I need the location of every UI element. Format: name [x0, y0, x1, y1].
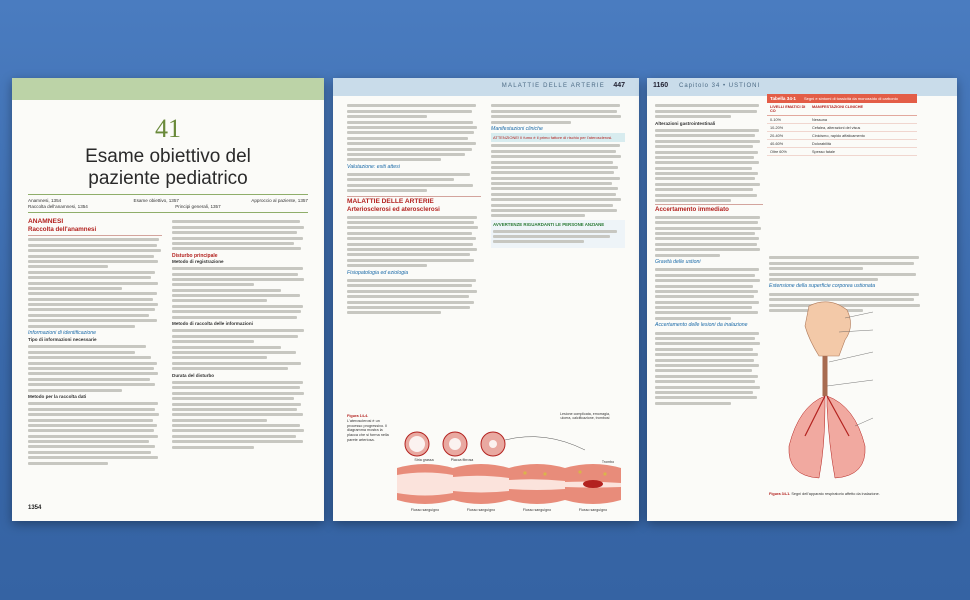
elderly-warning-box	[491, 220, 625, 248]
heading-valutazione: Valutazione: esiti attesi	[347, 163, 400, 170]
table-column-headers: LIVELLI EMATICI DI CO MANIFESTAZIONI CLINICHE	[767, 103, 917, 116]
text-block	[28, 238, 162, 268]
text-block	[28, 271, 162, 290]
heading-metodo-raccolta-dati: Metodo per la raccolta dati	[28, 393, 87, 399]
toc-divider-bottom	[28, 212, 308, 213]
heading-accertamento: Accertamento immediato	[655, 206, 729, 214]
book-page-arteries	[333, 78, 639, 521]
toc-divider-top	[28, 194, 308, 195]
numbered-list	[28, 345, 162, 391]
table-row: Oltre 60% Spesso fatale	[767, 148, 917, 156]
atherosclerosis-figure	[347, 408, 627, 518]
section-heading: MALATTIE DELLE ARTERIE	[347, 198, 434, 206]
numbered-list	[491, 144, 625, 217]
page-number: 1354	[28, 505, 42, 511]
bullet-list	[28, 292, 162, 327]
heading-alterazioni: Alterazioni gastrointestinali	[655, 120, 716, 126]
numbered-list	[347, 279, 481, 314]
label-flusso-4: Flusso sanguigno	[578, 508, 608, 512]
text-block	[172, 220, 308, 250]
attention-note: ATTENZIONE! Il fumo è il primo fattore di rischio per l'aterosclerosi.	[491, 133, 625, 142]
label-placca-fibrosa: Placca fibrosa	[450, 458, 474, 462]
heading-metodo-registrazione: Metodo di registrazione	[172, 258, 224, 264]
numbered-list	[655, 332, 763, 405]
table-title: Segni e sintomi di tossicità da monossido di carbonio	[804, 96, 898, 101]
figure-caption: Figura 34-1. Segni dell'apparato respiratorio affetto da inalazione.	[769, 492, 880, 496]
numbered-list	[172, 381, 308, 449]
chapter-title: Esame obiettivo del paziente pediatrico	[85, 146, 251, 189]
page2-right-column	[491, 102, 625, 248]
label-stria-grassa: Stria grassa	[414, 458, 434, 462]
label-flusso-2: Flusso sanguigno	[466, 508, 496, 512]
text-block	[655, 216, 763, 257]
running-header: MALATTIE DELLE ARTERIE	[501, 83, 605, 89]
numbered-list	[172, 267, 308, 319]
table-id: Tabella 34-1	[770, 96, 796, 101]
subsection-heading: Arteriosclerosi ed aterosclerosi	[347, 206, 440, 214]
chapter-toc: Anamnesi, 1354 Esame obiettivo, 1357 Approccio al paziente, 1357 Raccolta dell'anamnesi, 1354 Principi generali, 1357	[28, 198, 308, 209]
figure-caption: Figura 14-4. L'aterosclerosi è un processo progressivo. Il diagramma mostra la placca che si forma nella parete arteriosa.	[347, 414, 389, 442]
numbered-list	[347, 104, 481, 161]
elderly-warning-title: AVVERTENZE RIGUARDANTI LE PERSONE ANZIANE	[493, 221, 605, 227]
text-block	[347, 216, 481, 268]
numbered-list	[769, 256, 925, 281]
page1-right-column	[172, 218, 308, 451]
label-lesione-complicata: Lesione complicata, emorragia, ulcera, calcificazione, trombosi	[560, 412, 610, 421]
section-heading: ANAMNESI	[28, 218, 64, 225]
artery-cross-section	[405, 432, 505, 456]
bullet-list	[347, 173, 481, 192]
chapter-number: 41	[155, 114, 181, 143]
book-page-burns	[647, 78, 957, 521]
numbered-list	[172, 329, 308, 370]
table-header	[767, 94, 917, 103]
heading-lesioni-inalazione: Accertamento delle lesioni da inalazione	[655, 322, 748, 329]
text-block	[491, 104, 625, 123]
respiratory-diagram	[769, 296, 889, 486]
book-page-pediatric-exam	[12, 78, 324, 521]
heading-fisiopatologia: Fisiopatologia ed eziologia	[347, 269, 409, 276]
subsection-heading: Raccolta dell'anamnesi	[28, 226, 97, 233]
table-row: 40-60% Dolorabilità	[767, 140, 917, 148]
label-flusso-3: Flusso sanguigno	[522, 508, 552, 512]
page-top-band	[333, 78, 639, 96]
artery-diagram	[395, 408, 627, 518]
heading-identificazione: Informazioni di identificazione	[28, 330, 97, 337]
artery-longitudinal	[397, 464, 621, 504]
co-toxicity-table	[767, 94, 917, 156]
numbered-list	[28, 402, 162, 464]
page-top-band	[12, 78, 324, 100]
heading-durata-disturbo: Durata del disturbo	[172, 372, 215, 378]
page-number: 447	[613, 82, 625, 89]
numbered-list	[655, 268, 763, 320]
heading-gravita: Gravità delle ustioni	[655, 258, 701, 265]
heading-estensione: Estensione della superficie corporea ustionata	[769, 283, 876, 290]
heading-tipo-informazioni: Tipo di informazioni necessarie	[28, 337, 97, 343]
heading-metodo-raccolta-informazioni: Metodo di raccolta delle informazioni	[172, 321, 253, 327]
table-row: 10-20% Cefalea, alterazioni del visus	[767, 124, 917, 132]
table-row: 20-40% Cinicismo, rapido affaticamento	[767, 132, 917, 140]
page3-left-column	[655, 102, 763, 407]
label-trombo: Trombo	[601, 460, 615, 464]
numbered-list	[655, 104, 763, 118]
numbered-list	[655, 129, 763, 202]
page2-left-column	[347, 102, 481, 317]
table-row: 0-10% Nessuna	[767, 116, 917, 124]
heading-manifestazioni: Manifestazioni cliniche	[491, 125, 543, 132]
running-header: Capitolo 34 • USTIONI	[679, 83, 761, 89]
heading-disturbo-principale: Disturbo principale	[172, 252, 218, 259]
label-flusso-1: Flusso sanguigno	[410, 508, 440, 512]
page-number: 1160	[653, 82, 669, 89]
respiratory-figure	[769, 296, 949, 516]
page1-left-column	[28, 218, 162, 467]
